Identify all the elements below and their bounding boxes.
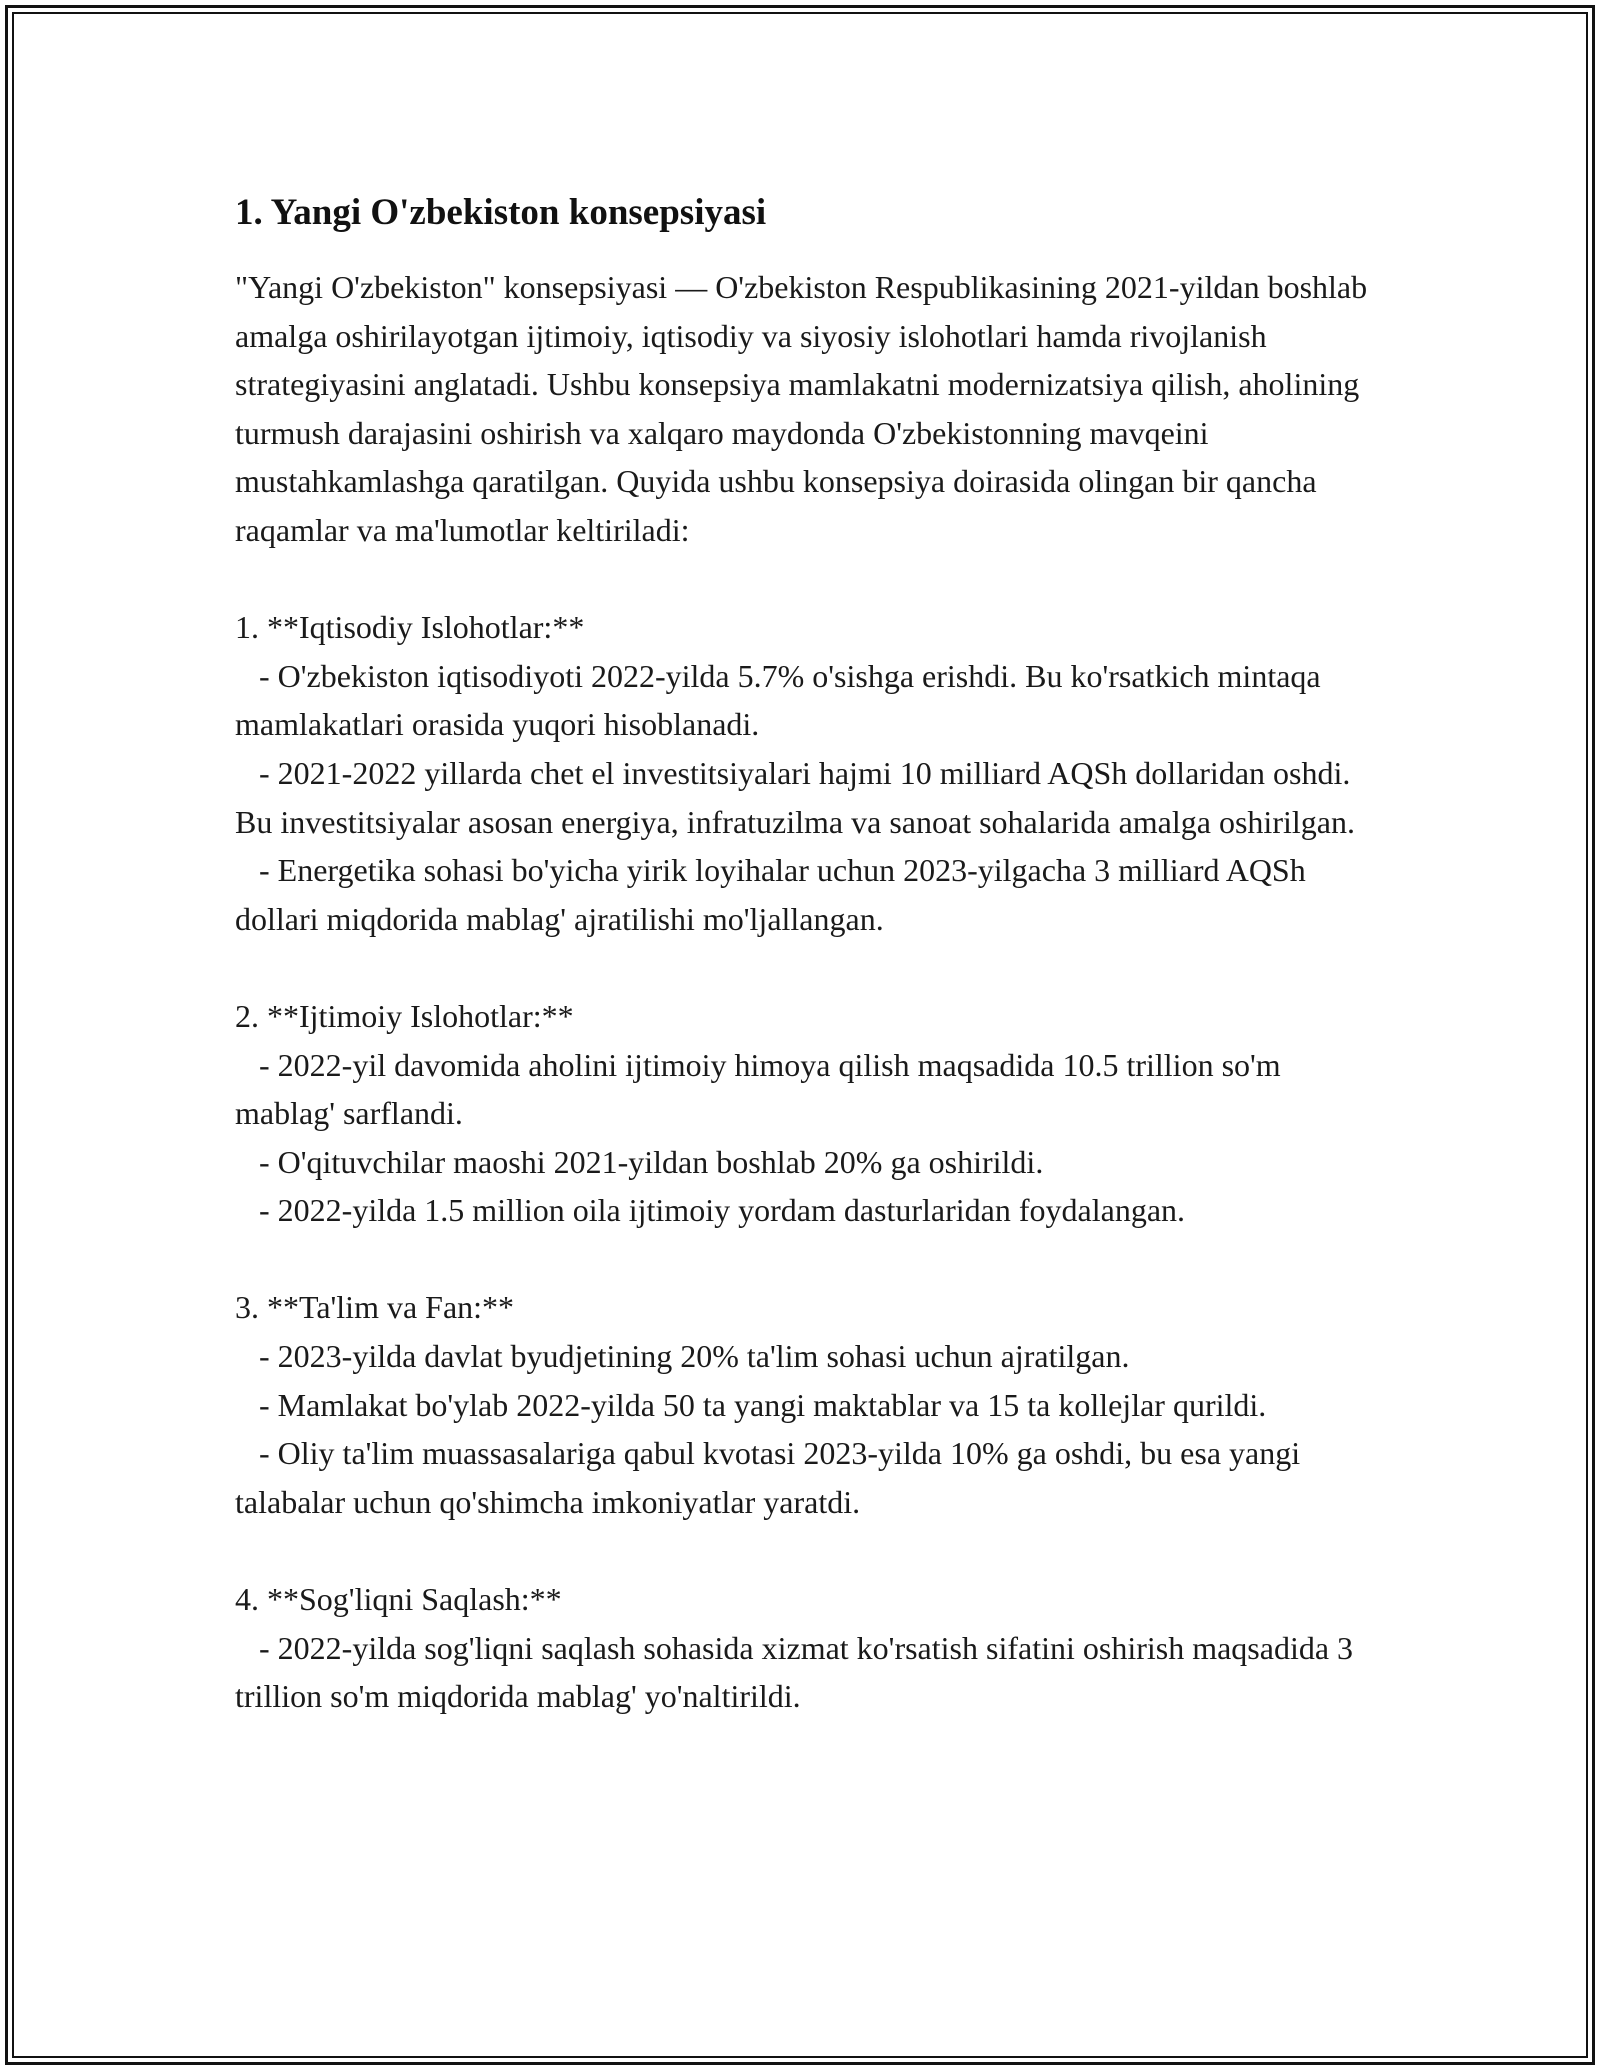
list-item: - Oliy ta'lim muassasalariga qabul kvotasi 2023-yilda 10% ga oshdi, bu esa yangi talabalar uchun qo'shimcha imkoniyatlar yaratdi. <box>235 1435 1309 1520</box>
section-title: 2. **Ijtimoiy Islohotlar:** <box>235 997 574 1034</box>
list-item: - 2022-yilda 1.5 million oila ijtimoiy yordam dasturlaridan foydalangan. <box>235 1192 1186 1229</box>
spacer <box>235 1235 1385 1284</box>
list-item: - 2023-yilda davlat byudjetining 20% ta'lim sohasi uchun ajratilgan. <box>235 1338 1130 1375</box>
section-health <box>235 1575 1385 1721</box>
page-title: 1. Yangi O'zbekiston konsepsiyasi <box>235 192 767 233</box>
section-title: 3. **Ta'lim va Fan:** <box>235 1289 515 1326</box>
intro-paragraph: "Yangi O'zbekiston" konsepsiyasi — O'zbekiston Respublikasining 2021-yildan boshlab amalga oshirilayotgan ijtimoiy, iqtisodiy va siyosiy islohotlari hamda rivojlanish strategiyasini anglatadi. Ushbu konsepsiya mamlakatni modernizatsiya qilish, aholining turmush darajasini oshirish va xalqaro maydonda O'zbekistonning mavqeini mustahkamlashga qaratilgan. Quyida ushbu konsepsiya doirasida olingan bir qancha raqamlar va ma'lumotlar keltiriladi: <box>235 269 1368 548</box>
list-item: - O'qituvchilar maoshi 2021-yildan boshlab 20% ga oshirildi. <box>235 1143 1044 1180</box>
list-item: - 2021-2022 yillarda chet el investitsiyalari hajmi 10 milliard AQSh dollaridan oshdi. Bu investitsiyalar asosan energiya, infratuzilma va sanoat sohalarida amalga oshirilgan. <box>235 754 1359 840</box>
section-title: 1. **Iqtisodiy Islohotlar:** <box>235 609 585 646</box>
section-education <box>235 1283 1385 1526</box>
list-item: - 2022-yilda sog'liqni saqlash sohasida xizmat ko'rsatish sifatini oshirish maqsadida 3 trillion so'm miqdorida mablag' yo'naltirildi. <box>235 1629 1362 1715</box>
section-economic <box>235 603 1385 943</box>
list-item: - Mamlakat bo'ylab 2022-yilda 50 ta yangi maktablar va 15 ta kollejlar qurildi. <box>235 1386 1267 1423</box>
list-item: - O'zbekiston iqtisodiyoti 2022-yilda 5.7% o'sishga erishdi. Bu ko'rsatkich mintaqa mamlakatlari orasida yuqori hisoblanadi. <box>235 657 1329 743</box>
list-item: - 2022-yil davomida aholini ijtimoiy himoya qilish maqsadida 10.5 trillion so'm mablag' sarflandi. <box>235 1046 1289 1132</box>
spacer <box>235 1526 1385 1575</box>
list-item: - Energetika sohasi bo'yicha yirik loyihalar uchun 2023-yilgacha 3 milliard AQSh dollari miqdorida mablag' ajratilishi mo'ljallangan. <box>235 852 1314 937</box>
spacer <box>235 555 1385 604</box>
document-body <box>235 185 1385 1721</box>
section-title: 4. **Sog'liqni Saqlash:** <box>235 1581 562 1618</box>
section-social <box>235 992 1385 1235</box>
spacer <box>235 943 1385 992</box>
